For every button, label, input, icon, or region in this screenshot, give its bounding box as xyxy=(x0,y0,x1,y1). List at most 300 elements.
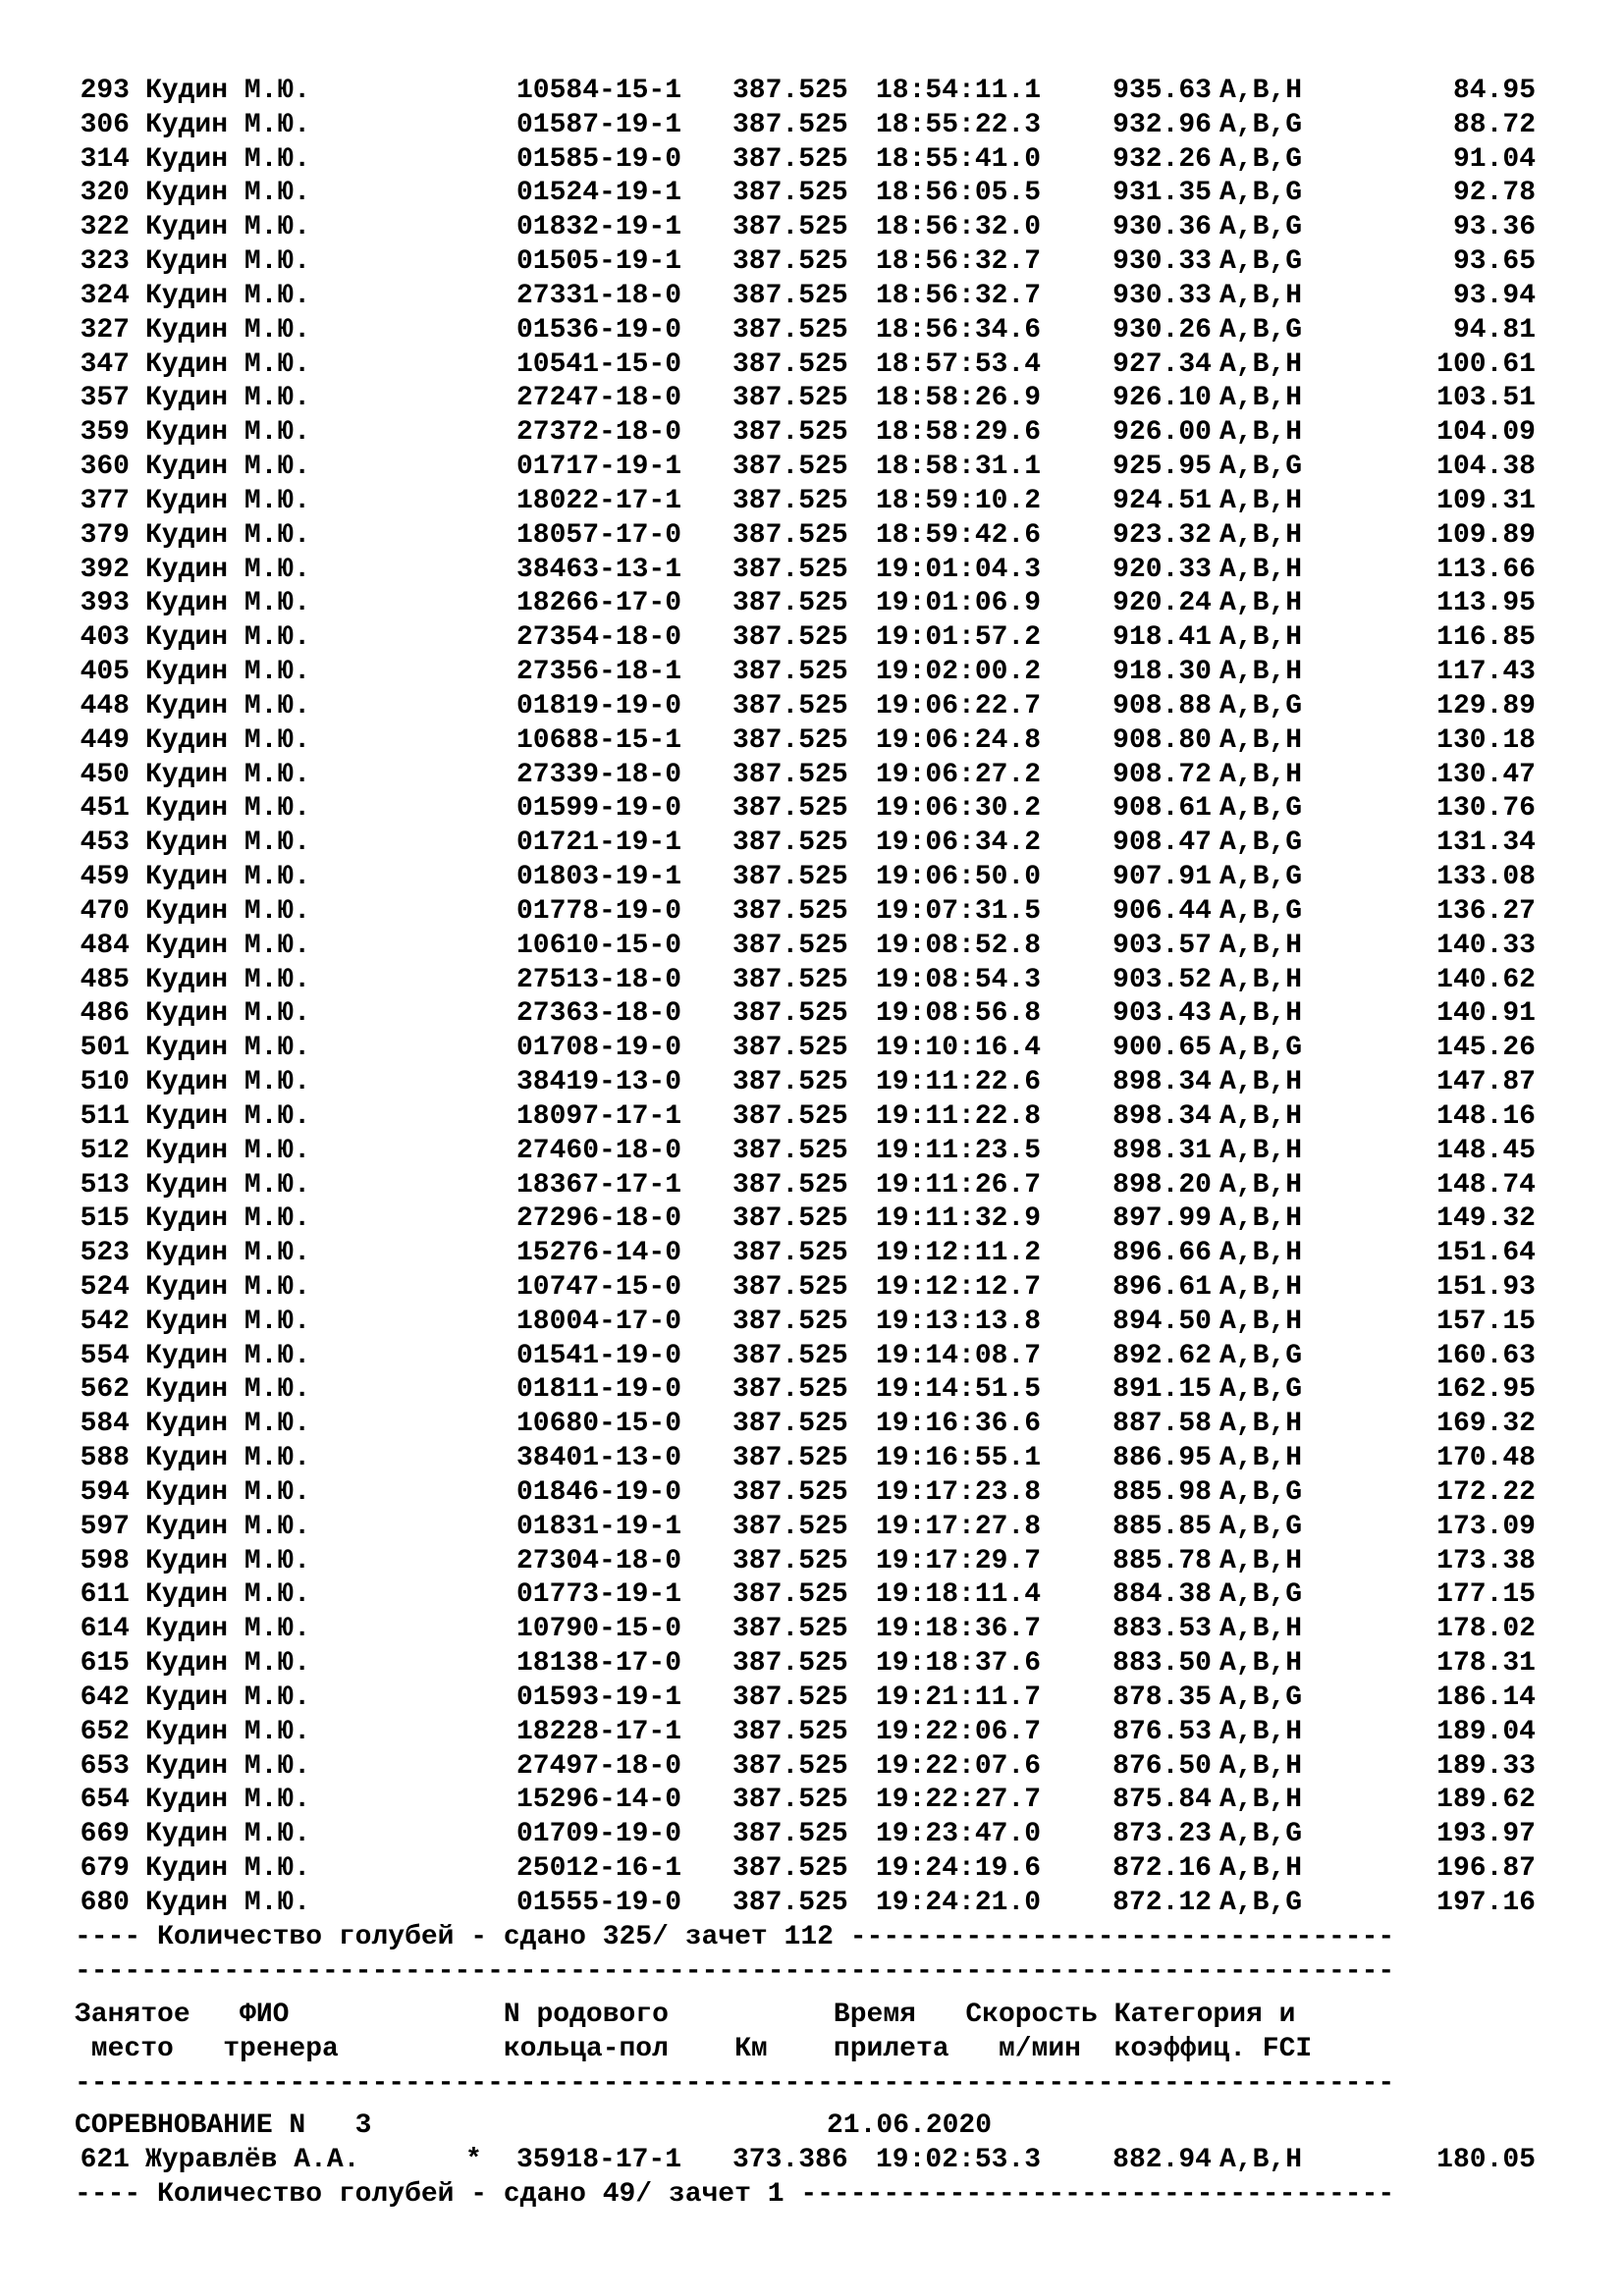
cell-speed: 882.94 xyxy=(1112,2144,1212,2175)
cell-ring: 27339-18-0 xyxy=(516,759,682,790)
cell-name: Кудин М.Ю. xyxy=(145,1340,311,1371)
column-header-line-1: Занятое ФИО N родового Время Скорость Категория и xyxy=(75,2000,1296,2031)
cell-speed: 908.47 xyxy=(1112,828,1212,859)
cell-place: 359 xyxy=(80,417,130,449)
cell-coef: 178.31 xyxy=(1436,1648,1536,1680)
table-row xyxy=(75,519,1557,554)
cell-speed: 876.53 xyxy=(1112,1716,1212,1747)
cell-coef: 130.18 xyxy=(1436,724,1536,756)
cell-name: Кудин М.Ю. xyxy=(145,1716,311,1747)
cell-km: 387.525 xyxy=(732,998,848,1030)
cell-place: 512 xyxy=(80,1135,130,1166)
cell-ring: 10584-15-1 xyxy=(516,76,682,106)
cell-speed: 920.33 xyxy=(1112,554,1212,585)
cell-speed: 900.65 xyxy=(1112,1033,1212,1064)
cell-speed: 898.34 xyxy=(1112,1100,1212,1132)
cell-name: Кудин М.Ю. xyxy=(145,1271,311,1303)
cell-name: Кудин М.Ю. xyxy=(145,246,311,278)
cell-cat: A,B,G xyxy=(1219,314,1303,346)
cell-speed: 903.43 xyxy=(1112,998,1212,1030)
cell-ring: 10680-15-0 xyxy=(516,1409,682,1440)
cell-name: Кудин М.Ю. xyxy=(145,417,311,449)
cell-speed: 932.26 xyxy=(1112,143,1212,175)
cell-name: Кудин М.Ю. xyxy=(145,485,311,516)
cell-km: 387.525 xyxy=(732,246,848,278)
cell-name: Кудин М.Ю. xyxy=(145,1169,311,1201)
cell-place: 405 xyxy=(80,657,130,688)
cell-place: 515 xyxy=(80,1203,130,1235)
cell-name: Кудин М.Ю. xyxy=(145,622,311,654)
cell-coef: 180.05 xyxy=(1436,2144,1536,2175)
cell-speed: 925.95 xyxy=(1112,452,1212,483)
cell-speed: 927.34 xyxy=(1112,348,1212,380)
cell-cat: A,B,H xyxy=(1219,280,1303,311)
cell-time: 18:56:32.0 xyxy=(876,212,1042,243)
cell-km: 387.525 xyxy=(732,348,848,380)
cell-km: 387.525 xyxy=(732,417,848,449)
cell-cat: A,B,H xyxy=(1219,1100,1303,1132)
cell-cat: A,B,G xyxy=(1219,1033,1303,1064)
cell-name: Кудин М.Ю. xyxy=(145,930,311,961)
cell-coef: 140.33 xyxy=(1436,930,1536,961)
cell-place: 450 xyxy=(80,759,130,790)
table-row xyxy=(75,1784,1557,1818)
table-row xyxy=(75,143,1557,178)
cell-name: Кудин М.Ю. xyxy=(145,1887,311,1918)
cell-coef: 88.72 xyxy=(1452,109,1536,140)
cell-name: Кудин М.Ю. xyxy=(145,759,311,790)
cell-speed: 887.58 xyxy=(1112,1409,1212,1440)
cell-time: 19:23:47.0 xyxy=(876,1819,1042,1850)
cell-place: 360 xyxy=(80,452,130,483)
cell-cat: A,B,G xyxy=(1219,895,1303,927)
cell-time: 19:22:27.7 xyxy=(876,1785,1042,1816)
cell-time: 19:11:23.5 xyxy=(876,1135,1042,1166)
cell-cat: A,B,H xyxy=(1219,964,1303,995)
cell-place: 511 xyxy=(80,1100,130,1132)
cell-ring: 01773-19-1 xyxy=(516,1579,682,1611)
table-row xyxy=(75,451,1557,485)
cell-time: 19:17:23.8 xyxy=(876,1476,1042,1508)
cell-name: Кудин М.Ю. xyxy=(145,895,311,927)
cell-coef: 104.38 xyxy=(1436,452,1536,483)
cell-coef: 117.43 xyxy=(1436,657,1536,688)
cell-name: Кудин М.Ю. xyxy=(145,964,311,995)
cell-coef: 186.14 xyxy=(1436,1682,1536,1713)
cell-place: 324 xyxy=(80,280,130,311)
cell-time: 19:08:52.8 xyxy=(876,930,1042,961)
cell-place: 377 xyxy=(80,485,130,516)
cell-time: 19:02:53.3 xyxy=(876,2144,1042,2175)
cell-time: 18:56:05.5 xyxy=(876,178,1042,209)
cell-name: Кудин М.Ю. xyxy=(145,348,311,380)
cell-time: 19:22:07.6 xyxy=(876,1750,1042,1782)
cell-km: 387.525 xyxy=(732,1340,848,1371)
cell-coef: 104.09 xyxy=(1436,417,1536,449)
cell-name: Кудин М.Ю. xyxy=(145,998,311,1030)
cell-ring: 27247-18-0 xyxy=(516,383,682,414)
cell-place: 323 xyxy=(80,246,130,278)
cell-coef: 113.95 xyxy=(1436,588,1536,619)
cell-coef: 178.02 xyxy=(1436,1614,1536,1645)
cell-ring: 38463-13-1 xyxy=(516,554,682,585)
cell-cat: A,B,H xyxy=(1219,930,1303,961)
cell-speed: 883.53 xyxy=(1112,1614,1212,1645)
cell-coef: 162.95 xyxy=(1436,1374,1536,1406)
cell-time: 18:56:34.6 xyxy=(876,314,1042,346)
cell-time: 18:55:41.0 xyxy=(876,143,1042,175)
results-document xyxy=(75,75,1557,2212)
cell-name: Кудин М.Ю. xyxy=(145,212,311,243)
cell-name: Кудин М.Ю. xyxy=(145,1819,311,1850)
cell-speed: 886.95 xyxy=(1112,1443,1212,1474)
cell-km: 387.525 xyxy=(732,554,848,585)
cell-cat: A,B,H xyxy=(1219,1716,1303,1747)
cell-cat: A,B,H xyxy=(1219,1648,1303,1680)
cell-km: 387.525 xyxy=(732,1648,848,1680)
cell-km: 387.525 xyxy=(732,1511,848,1542)
cell-km: 387.525 xyxy=(732,1819,848,1850)
table-row xyxy=(75,724,1557,759)
cell-coef: 151.64 xyxy=(1436,1238,1536,1269)
cell-place: 510 xyxy=(80,1067,130,1098)
cell-name: Кудин М.Ю. xyxy=(145,657,311,688)
cell-name: Кудин М.Ю. xyxy=(145,383,311,414)
cell-name: Журавлёв А.А. xyxy=(145,2144,360,2175)
cell-place: 584 xyxy=(80,1409,130,1440)
cell-speed: 926.00 xyxy=(1112,417,1212,449)
cell-coef: 147.87 xyxy=(1436,1067,1536,1098)
competition-header xyxy=(75,2109,1557,2144)
cell-cat: A,B,H xyxy=(1219,417,1303,449)
table-row xyxy=(75,1716,1557,1750)
cell-km: 387.525 xyxy=(732,690,848,721)
cell-time: 19:01:06.9 xyxy=(876,588,1042,619)
cell-km: 387.525 xyxy=(732,178,848,209)
cell-coef: 93.36 xyxy=(1452,212,1536,243)
cell-km: 387.525 xyxy=(732,895,848,927)
cell-km: 387.525 xyxy=(732,1614,848,1645)
cell-ring: 18367-17-1 xyxy=(516,1169,682,1201)
cell-time: 19:10:16.4 xyxy=(876,1033,1042,1064)
cell-coef: 169.32 xyxy=(1436,1409,1536,1440)
cell-speed: 876.50 xyxy=(1112,1750,1212,1782)
cell-km: 387.525 xyxy=(732,828,848,859)
cell-time: 19:01:04.3 xyxy=(876,554,1042,585)
cell-name: Кудин М.Ю. xyxy=(145,1306,311,1337)
table-row xyxy=(75,485,1557,519)
cell-coef: 157.15 xyxy=(1436,1306,1536,1337)
cell-ring: 01541-19-0 xyxy=(516,1340,682,1371)
cell-name: Кудин М.Ю. xyxy=(145,1203,311,1235)
cell-speed: 908.80 xyxy=(1112,724,1212,756)
cell-place: 654 xyxy=(80,1785,130,1816)
cell-place: 501 xyxy=(80,1033,130,1064)
competition-date: 21.06.2020 xyxy=(827,2109,993,2141)
cell-km: 387.525 xyxy=(732,1785,848,1816)
cell-ring: 01819-19-0 xyxy=(516,690,682,721)
cell-ring: 38401-13-0 xyxy=(516,1443,682,1474)
cell-cat: A,B,H xyxy=(1219,1853,1303,1885)
cell-km: 387.525 xyxy=(732,143,848,175)
cell-cat: A,B,G xyxy=(1219,862,1303,893)
table-row xyxy=(75,1578,1557,1613)
cell-speed: 907.91 xyxy=(1112,862,1212,893)
cell-place: 459 xyxy=(80,862,130,893)
cell-cat: A,B,H xyxy=(1219,1135,1303,1166)
cell-speed: 930.33 xyxy=(1112,280,1212,311)
cell-coef: 130.76 xyxy=(1436,793,1536,825)
cell-speed: 885.85 xyxy=(1112,1511,1212,1542)
cell-place: 449 xyxy=(80,724,130,756)
cell-ring: 01803-19-1 xyxy=(516,862,682,893)
cell-ring: 10610-15-0 xyxy=(516,930,682,961)
cell-time: 19:06:22.7 xyxy=(876,690,1042,721)
cell-time: 19:11:22.8 xyxy=(876,1100,1042,1132)
cell-cat: A,B,H xyxy=(1219,657,1303,688)
cell-cat: A,B,G xyxy=(1219,828,1303,859)
table-row xyxy=(75,1476,1557,1511)
cell-speed: 884.38 xyxy=(1112,1579,1212,1611)
cell-place: 554 xyxy=(80,1340,130,1371)
cell-cat: A,B,G xyxy=(1219,793,1303,825)
cell-place: 453 xyxy=(80,828,130,859)
cell-place: 327 xyxy=(80,314,130,346)
cell-time: 19:06:24.8 xyxy=(876,724,1042,756)
table-row xyxy=(75,587,1557,621)
table-row xyxy=(75,759,1557,793)
cell-time: 18:57:53.4 xyxy=(876,348,1042,380)
cell-cat: A,B,H xyxy=(1219,1169,1303,1201)
cell-time: 18:59:10.2 xyxy=(876,485,1042,516)
cell-speed: 898.20 xyxy=(1112,1169,1212,1201)
cell-ring: 10747-15-0 xyxy=(516,1271,682,1303)
cell-ring: 01717-19-1 xyxy=(516,452,682,483)
cell-time: 19:17:27.8 xyxy=(876,1511,1042,1542)
cell-time: 18:58:29.6 xyxy=(876,417,1042,449)
cell-coef: 173.09 xyxy=(1436,1511,1536,1542)
cell-name: Кудин М.Ю. xyxy=(145,588,311,619)
cell-km: 387.525 xyxy=(732,793,848,825)
table-row xyxy=(75,621,1557,656)
cell-cat: A,B,H xyxy=(1219,1750,1303,1782)
cell-km: 387.525 xyxy=(732,1033,848,1064)
cell-time: 19:12:11.2 xyxy=(876,1238,1042,1269)
cell-coef: 177.15 xyxy=(1436,1579,1536,1611)
cell-speed: 926.10 xyxy=(1112,383,1212,414)
cell-time: 19:06:27.2 xyxy=(876,759,1042,790)
cell-speed: 885.78 xyxy=(1112,1545,1212,1576)
table-row xyxy=(75,861,1557,895)
cell-speed: 903.57 xyxy=(1112,930,1212,961)
cell-ring: 18228-17-1 xyxy=(516,1716,682,1747)
cell-name: Кудин М.Ю. xyxy=(145,1511,311,1542)
cell-ring: 18022-17-1 xyxy=(516,485,682,516)
cell-name: Кудин М.Ю. xyxy=(145,828,311,859)
cell-speed: 872.12 xyxy=(1112,1887,1212,1918)
cell-time: 19:07:31.5 xyxy=(876,895,1042,927)
cell-time: 18:59:42.6 xyxy=(876,519,1042,551)
cell-name: Кудин М.Ю. xyxy=(145,1545,311,1576)
cell-km: 387.525 xyxy=(732,280,848,311)
cell-coef: 148.74 xyxy=(1436,1169,1536,1201)
results-table-club-1 xyxy=(75,75,1557,1921)
cell-coef: 189.33 xyxy=(1436,1750,1536,1782)
cell-ring: 01778-19-0 xyxy=(516,895,682,927)
cell-name: Кудин М.Ю. xyxy=(145,1100,311,1132)
table-row xyxy=(75,997,1557,1032)
cell-time: 19:16:55.1 xyxy=(876,1443,1042,1474)
table-row xyxy=(75,1647,1557,1682)
summary-line-2: ---- Количество голубей - сдано 49/ зачет 1 ------------------------------------ xyxy=(75,2178,1395,2210)
cell-name: Кудин М.Ю. xyxy=(145,1648,311,1680)
cell-coef: 148.16 xyxy=(1436,1100,1536,1132)
cell-km: 387.525 xyxy=(732,1579,848,1611)
cell-speed: 920.24 xyxy=(1112,588,1212,619)
cell-ring: 01505-19-1 xyxy=(516,246,682,278)
cell-coef: 91.04 xyxy=(1452,143,1536,175)
cell-ring: 01585-19-0 xyxy=(516,143,682,175)
cell-name: Кудин М.Ю. xyxy=(145,1785,311,1816)
cell-coef: 129.89 xyxy=(1436,690,1536,721)
cell-coef: 173.38 xyxy=(1436,1545,1536,1576)
cell-time: 19:14:08.7 xyxy=(876,1340,1042,1371)
cell-km: 387.525 xyxy=(732,76,848,106)
cell-place: 451 xyxy=(80,793,130,825)
cell-time: 19:24:19.6 xyxy=(876,1853,1042,1885)
cell-name: Кудин М.Ю. xyxy=(145,143,311,175)
table-row xyxy=(75,314,1557,348)
cell-coef: 151.93 xyxy=(1436,1271,1536,1303)
cell-place: 293 xyxy=(80,76,130,106)
cell-time: 19:24:21.0 xyxy=(876,1887,1042,1918)
cell-speed: 892.62 xyxy=(1112,1340,1212,1371)
cell-place: 597 xyxy=(80,1511,130,1542)
table-row xyxy=(75,1237,1557,1271)
table-row xyxy=(75,1271,1557,1306)
cell-name: Кудин М.Ю. xyxy=(145,1614,311,1645)
cell-ring: 18004-17-0 xyxy=(516,1306,682,1337)
cell-coef: 170.48 xyxy=(1436,1443,1536,1474)
cell-name: Кудин М.Ю. xyxy=(145,1443,311,1474)
cell-name: Кудин М.Ю. xyxy=(145,1409,311,1440)
cell-ring: 01708-19-0 xyxy=(516,1033,682,1064)
cell-place: 653 xyxy=(80,1750,130,1782)
cell-km: 387.525 xyxy=(732,759,848,790)
cell-ring: 25012-16-1 xyxy=(516,1853,682,1885)
cell-time: 19:11:26.7 xyxy=(876,1169,1042,1201)
table-row xyxy=(75,554,1557,588)
cell-ring: 01555-19-0 xyxy=(516,1887,682,1918)
table-row xyxy=(75,792,1557,827)
cell-km: 387.525 xyxy=(732,1545,848,1576)
cell-time: 19:22:06.7 xyxy=(876,1716,1042,1747)
cell-time: 19:21:11.7 xyxy=(876,1682,1042,1713)
cell-speed: 908.88 xyxy=(1112,690,1212,721)
cell-cat: A,B,H xyxy=(1219,519,1303,551)
cell-speed: 906.44 xyxy=(1112,895,1212,927)
cell-time: 19:06:50.0 xyxy=(876,862,1042,893)
cell-place: 594 xyxy=(80,1476,130,1508)
table-row: 621 Журавлёв А.А. * 35918-17-1 373.386 19:02:53.3 882.94 A,B,H 180.05 xyxy=(75,2144,1557,2178)
cell-place: 562 xyxy=(80,1374,130,1406)
cell-cat: A,B,G xyxy=(1219,1511,1303,1542)
cell-km: 387.525 xyxy=(732,1682,848,1713)
cell-ring: 01587-19-1 xyxy=(516,109,682,140)
cell-name: Кудин М.Ю. xyxy=(145,178,311,209)
cell-speed: 903.52 xyxy=(1112,964,1212,995)
table-row xyxy=(75,1408,1557,1442)
cell-speed: 918.41 xyxy=(1112,622,1212,654)
cell-cat: A,B,H xyxy=(1219,1203,1303,1235)
cell-cat: A,B,H xyxy=(1219,76,1303,106)
cell-place: 347 xyxy=(80,348,130,380)
cell-place: 306 xyxy=(80,109,130,140)
cell-km: 387.525 xyxy=(732,657,848,688)
cell-coef: 130.47 xyxy=(1436,759,1536,790)
cell-speed: 896.61 xyxy=(1112,1271,1212,1303)
cell-cat: A,B,G xyxy=(1219,109,1303,140)
cell-coef: 189.04 xyxy=(1436,1716,1536,1747)
cell-time: 18:56:32.7 xyxy=(876,280,1042,311)
cell-place: 314 xyxy=(80,143,130,175)
cell-speed: 898.31 xyxy=(1112,1135,1212,1166)
cell-coef: 136.27 xyxy=(1436,895,1536,927)
cell-place: 542 xyxy=(80,1306,130,1337)
cell-ring: 10688-15-1 xyxy=(516,724,682,756)
cell-coef: 113.66 xyxy=(1436,554,1536,585)
cell-cat: A,B,H xyxy=(1219,588,1303,619)
cell-coef: 109.89 xyxy=(1436,519,1536,551)
cell-name: Кудин М.Ю. xyxy=(145,109,311,140)
cell-speed: 935.63 xyxy=(1112,76,1212,106)
cell-name: Кудин М.Ю. xyxy=(145,76,311,106)
cell-km: 387.525 xyxy=(732,1887,848,1918)
cell-coef: 160.63 xyxy=(1436,1340,1536,1371)
cell-place: 598 xyxy=(80,1545,130,1576)
table-row xyxy=(75,1202,1557,1237)
cell-name: Кудин М.Ю. xyxy=(145,793,311,825)
cell-cat: A,B,H xyxy=(1219,1785,1303,1816)
cell-ring: 18138-17-0 xyxy=(516,1648,682,1680)
cell-speed: 885.98 xyxy=(1112,1476,1212,1508)
cell-km: 387.525 xyxy=(732,1853,848,1885)
cell-ring: 01593-19-1 xyxy=(516,1682,682,1713)
cell-name: Кудин М.Ю. xyxy=(145,1067,311,1098)
cell-coef: 93.65 xyxy=(1452,246,1536,278)
cell-km: 387.525 xyxy=(732,109,848,140)
cell-place: 393 xyxy=(80,588,130,619)
cell-name: Кудин М.Ю. xyxy=(145,554,311,585)
cell-place: 642 xyxy=(80,1682,130,1713)
cell-time: 19:01:57.2 xyxy=(876,622,1042,654)
separator-line: -------------------------------------------------------------------------------- xyxy=(75,2068,1395,2100)
cell-km: 387.525 xyxy=(732,1203,848,1235)
cell-cat: A,B,G xyxy=(1219,246,1303,278)
cell-time: 19:17:29.7 xyxy=(876,1545,1042,1576)
cell-km: 387.525 xyxy=(732,724,848,756)
cell-place: 485 xyxy=(80,964,130,995)
competition-label: СОРЕВНОВАНИЕ N 3 xyxy=(75,2109,372,2141)
cell-ring: 10541-15-0 xyxy=(516,348,682,380)
table-row xyxy=(75,348,1557,383)
table-row xyxy=(75,1100,1557,1135)
cell-name: Кудин М.Ю. xyxy=(145,1579,311,1611)
cell-cat: A,B,H xyxy=(1219,348,1303,380)
cell-cat: A,B,H xyxy=(1219,383,1303,414)
cell-place: 448 xyxy=(80,690,130,721)
cell-km: 387.525 xyxy=(732,1306,848,1337)
